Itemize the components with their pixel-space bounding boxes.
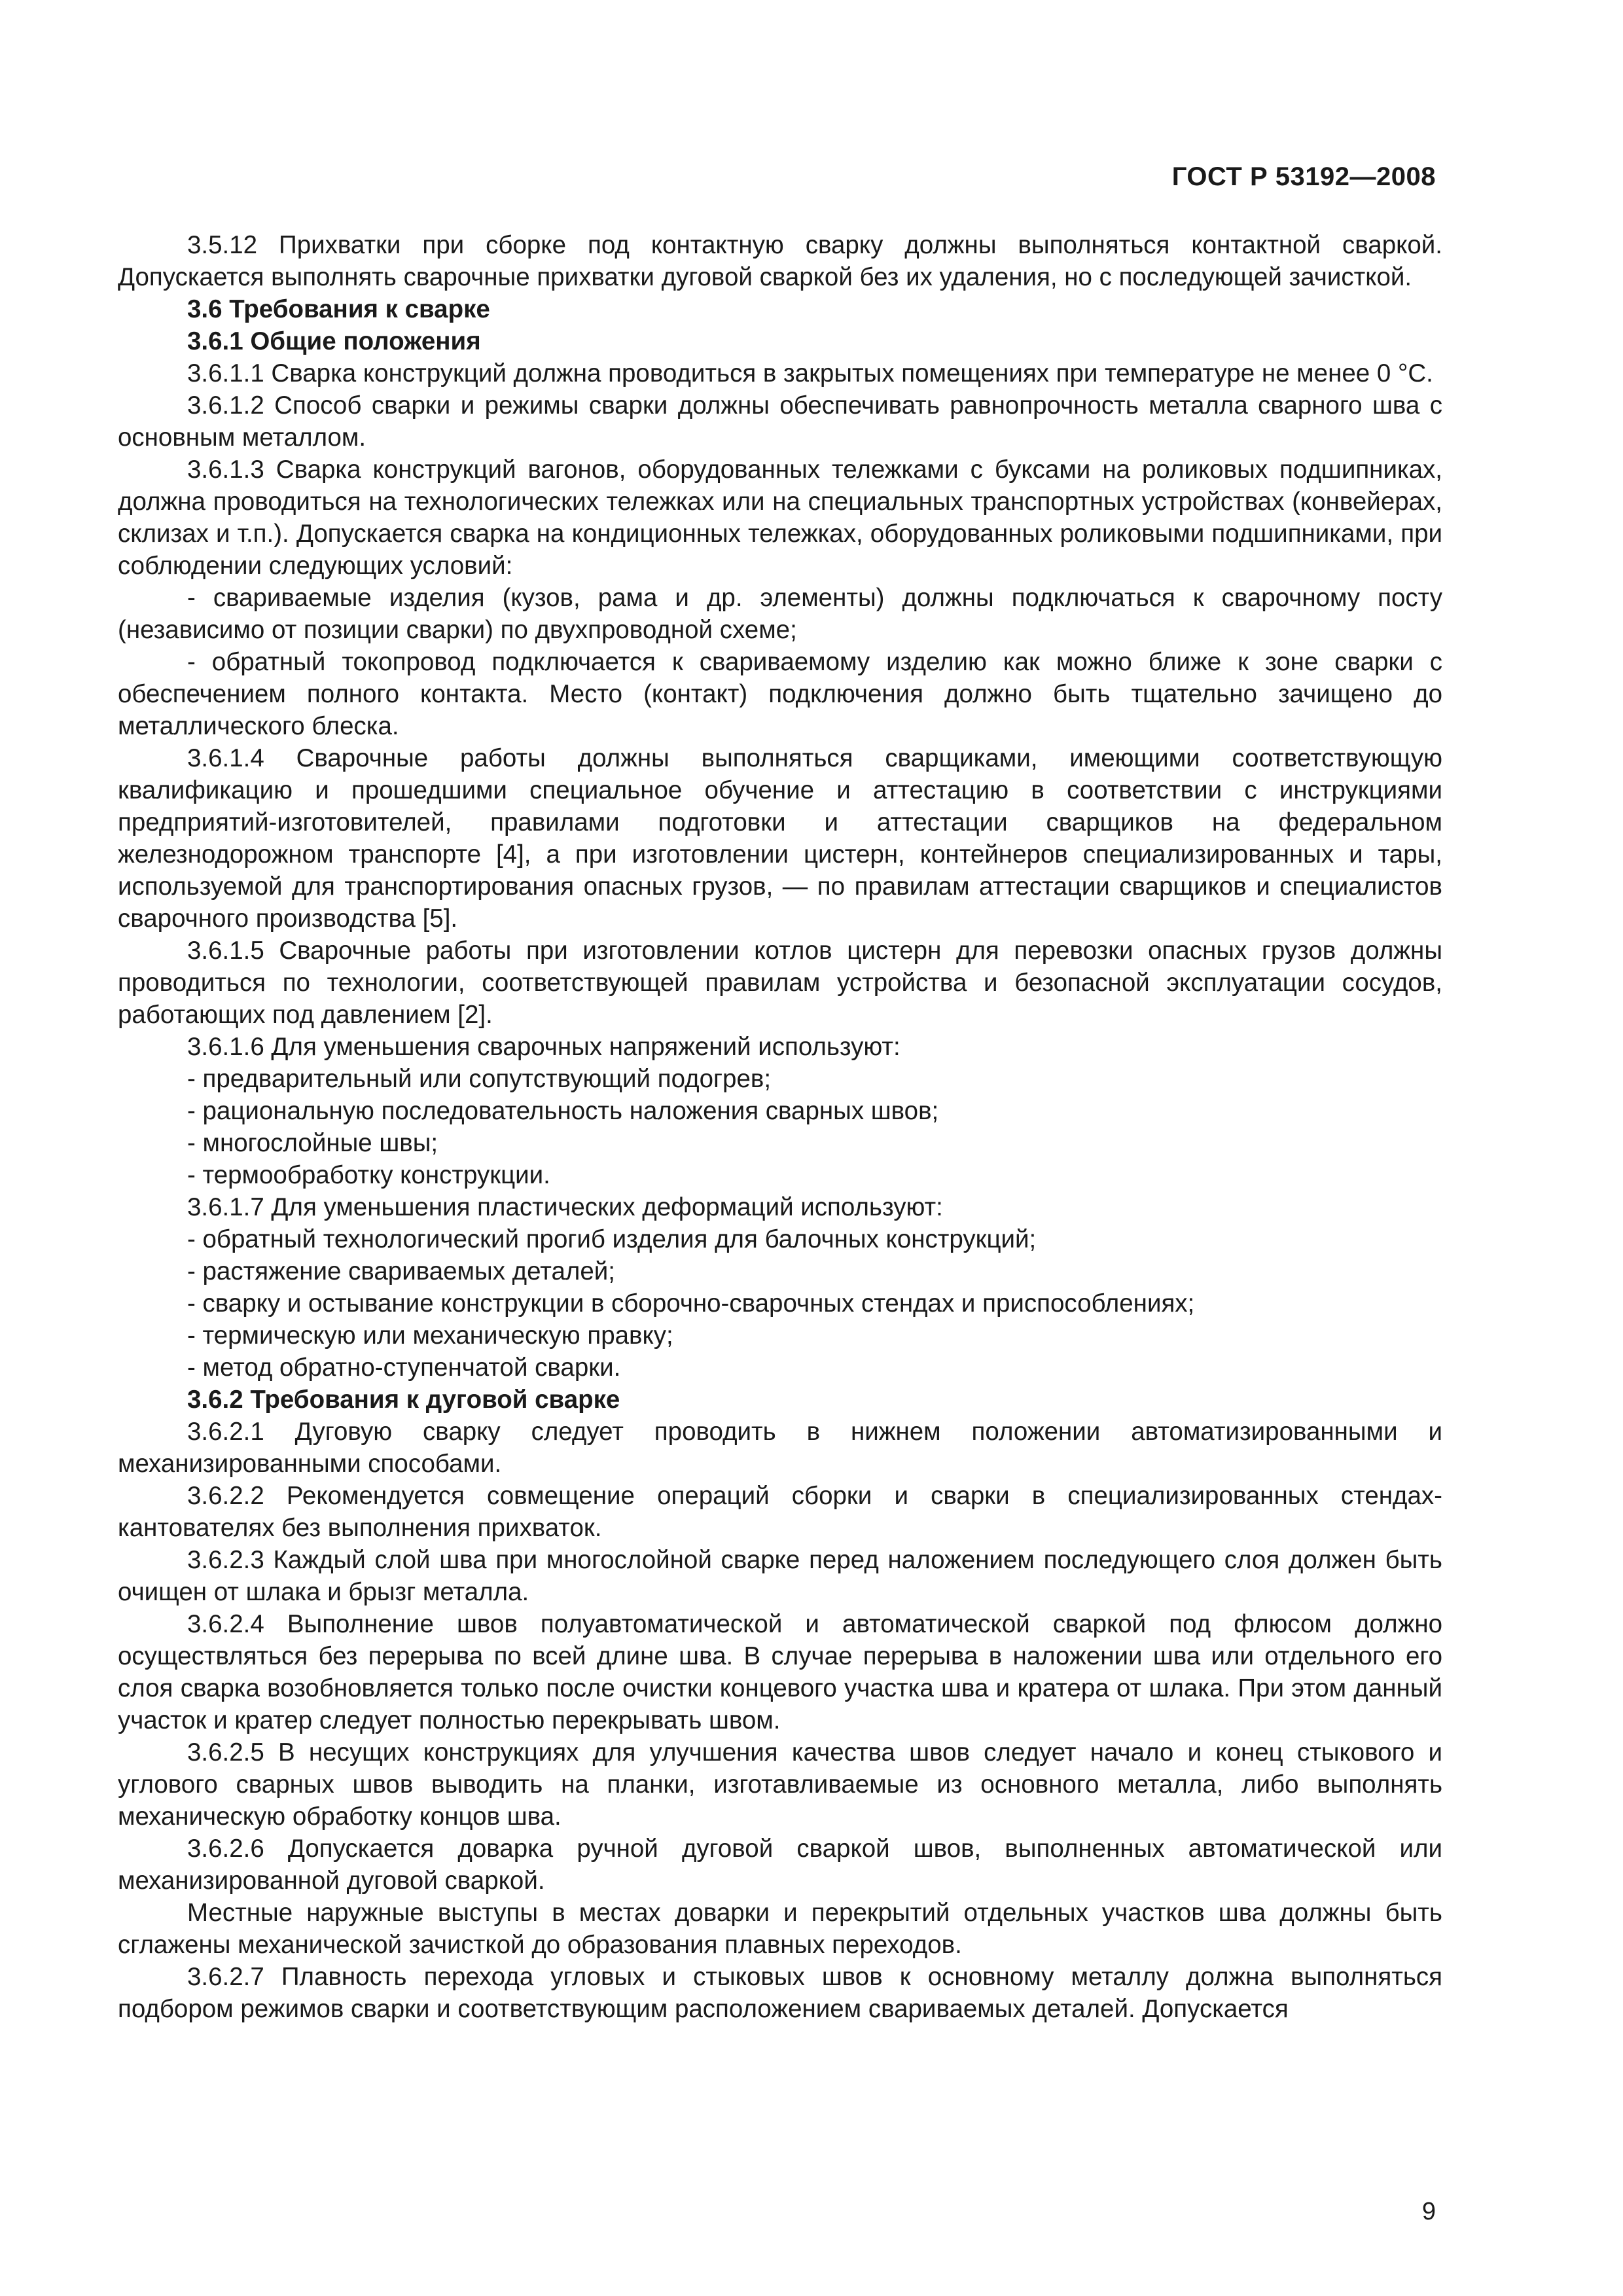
document-body xyxy=(118,229,1442,2025)
para-3-6-1-3-a: - свариваемые изделия (кузов, рама и др. элементы) должны подключаться к сварочному посту (независимо от позиции сварки) по двухпроводной схеме; xyxy=(118,584,1442,644)
list-item: - обратный технологический прогиб изделия для балочных конструкций; xyxy=(187,1225,1037,1253)
list-item: - растяжение свариваемых деталей; xyxy=(187,1257,615,1285)
list-item: - термическую или механическую правку; xyxy=(187,1321,673,1350)
para-3-6-1-1: 3.6.1.1 Сварка конструкций должна проводиться в закрытых помещениях при температуре не менее 0 °С. xyxy=(187,359,1433,387)
para-3-5-12: 3.5.12 Прихватки при сборке под контактную сварку должны выполняться контактной сваркой. Допускается выполнять сварочные прихватки дуговой сваркой без их удаления, но с последующей зачисткой. xyxy=(118,231,1442,291)
standard-designation: ГОСТ Р 53192—2008 xyxy=(1171,162,1436,191)
para-3-6-1-6: 3.6.1.6 Для уменьшения сварочных напряжений используют: xyxy=(187,1033,901,1061)
list-item: - метод обратно-ступенчатой сварки. xyxy=(187,1354,621,1382)
para-3-6-2-6-b: Местные наружные выступы в местах доварки и перекрытий отдельных участков шва должны быть сглажены механической зачисткой до образования плавных переходов. xyxy=(118,1899,1442,1959)
page-number: 9 xyxy=(1421,2198,1436,2225)
para-3-6-1-3-b: - обратный токопровод подключается к свариваемому изделию как можно ближе к зоне сварки с обеспечением полного контакта. Место (контакт) подключения должно быть тщательно зачищено до металлического блеска. xyxy=(118,648,1442,740)
list-item: - сварку и остывание конструкции в сборочно-сварочных стендах и приспособлениях; xyxy=(187,1289,1195,1318)
para-3-6-2-1: 3.6.2.1 Дуговую сварку следует проводить в нижнем положении автоматизированными и механизированными способами. xyxy=(118,1418,1442,1478)
para-3-6-1-7: 3.6.1.7 Для уменьшения пластических деформаций используют: xyxy=(187,1193,943,1221)
list-item: - многослойные швы; xyxy=(187,1129,438,1157)
heading-3-6-2: 3.6.2 Требования к дуговой сварке xyxy=(187,1386,620,1414)
para-3-6-1-5: 3.6.1.5 Сварочные работы при изготовлении котлов цистерн для перевозки опасных грузов должны проводиться по технологии, соответствующей правилам устройства и безопасной эксплуатации сосудов, работающих под давлением [2]. xyxy=(118,937,1442,1029)
heading-3-6: 3.6 Требования к сварке xyxy=(187,295,490,323)
para-3-6-2-3: 3.6.2.3 Каждый слой шва при многослойной сварке перед наложением последующего слоя должен быть очищен от шлака и брызг металла. xyxy=(118,1546,1442,1606)
para-3-6-1-4: 3.6.1.4 Сварочные работы должны выполняться сварщиками, имеющими соответствующую квалификацию и прошедшими специальное обучение и аттестацию в соответствии с инструкциями предприятий-изготовителей, правилами подготовки и аттестации сварщиков на федеральном железнодорожном транспорте [4], а при изготовлении цистерн, контейнеров специализированных и тары, используемой для транспортирования опасных грузов, — по правилам аттестации сварщиков и специалистов сварочного производства [5]. xyxy=(118,744,1442,933)
para-3-6-2-6: 3.6.2.6 Допускается доварка ручной дуговой сваркой швов, выполненных автоматической или механизированной дуговой сваркой. xyxy=(118,1835,1442,1895)
list-item: - рациональную последовательность наложения сварных швов; xyxy=(187,1097,939,1125)
para-3-6-2-5: 3.6.2.5 В несущих конструкциях для улучшения качества швов следует начало и конец стыкового и углового сварных швов выводить на планки, изготавливаемые из основного металла, либо выполнять механическую обработку концов шва. xyxy=(118,1738,1442,1831)
para-3-6-2-4: 3.6.2.4 Выполнение швов полуавтоматической и автоматической сваркой под флюсом должно осуществляться без перерыва по всей длине шва. В случае перерыва в наложении шва или отдельного его слоя сварка возобновляется только после очистки концевого участка шва и кратера от шлака. При этом данный участок и кратер следует полностью перекрывать швом. xyxy=(118,1610,1442,1734)
para-3-6-1-3: 3.6.1.3 Сварка конструкций вагонов, оборудованных тележками с буксами на роликовых подшипниках, должна проводиться на технологических тележках или на специальных транспортных устройствах (конвейерах, склизах и т.п.). Допускается сварка на кондиционных тележках, оборудованных роликовыми подшипниками, при соблюдении следующих условий: xyxy=(118,456,1442,580)
para-3-6-2-2: 3.6.2.2 Рекомендуется совмещение операций сборки и сварки в специализированных стендах-кантователях без выполнения прихваток. xyxy=(118,1482,1442,1542)
heading-3-6-1: 3.6.1 Общие положения xyxy=(187,327,481,355)
para-3-6-1-2: 3.6.1.2 Способ сварки и режимы сварки должны обеспечивать равнопрочность металла сварного шва с основным металлом. xyxy=(118,391,1442,452)
para-3-6-2-7: 3.6.2.7 Плавность перехода угловых и стыковых швов к основному металлу должна выполняться подбором режимов сварки и соответствующим расположением свариваемых деталей. Допускается xyxy=(118,1963,1442,2023)
list-item: - термообработку конструкции. xyxy=(187,1161,550,1189)
list-item: - предварительный или сопутствующий подогрев; xyxy=(187,1065,772,1093)
